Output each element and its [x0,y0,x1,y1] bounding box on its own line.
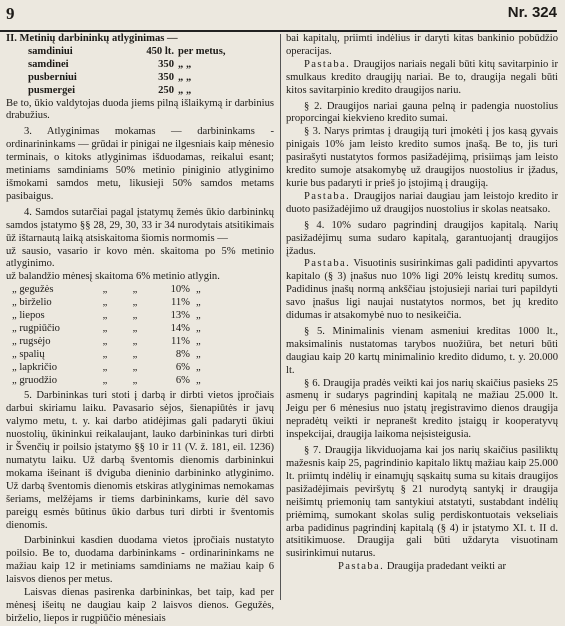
note-tail [286,561,558,574]
section-5: § 5. Minimalinis vienam asmeniui kreditas 1000 lt., maksimalinis nustatomas tarybos nuožiūra, bet neturi būti daugiau kaip 20 kartų minimalinio kredito didumo, t. y. 20.000 lt. [286,325,558,376]
left-column [6,33,274,626]
ditto-mark: „ [132,284,138,296]
wage-row [6,72,274,85]
note-text: Draugija pradedant veikti ar [386,561,506,573]
ditto-mark: „ [102,374,108,386]
month-row [6,284,274,297]
month-percent: 8% [175,348,190,360]
issue-number: Nr. 324 [507,4,557,21]
yearly-wage-table [6,46,274,98]
month-percent: 6% [175,361,190,373]
note-text: Draugijos nariai daugiau jam leistojo kredito ir duoto pasižadėjimo už draugijos nuostolius ir skolas neatsako. [286,190,558,215]
ditto-mark: „ [102,310,108,322]
month-label: „ gruodžio [12,374,58,386]
ditto-mark: „ [132,297,138,309]
note-label: Pastaba. [304,258,351,270]
wage-label: pusmergei [28,84,76,96]
month-row [6,336,274,349]
section-6: § 6. Draugija pradės veikti kai jos narių skaičius pasieks 25 asmenų ir sudarys pagrindinį kapitalą ne mažiau 25.000 lt. Jeigu per 6 mėnesius nuo įstatų įregistravimo dienos draugija nepradėtų veikti ir nepranešt kredito įstaigų ir kooperatyvų inspekcijai, draugija laikoma neįsisteigusia. [286,377,558,441]
month-row [6,323,274,336]
section-2: § 2. Draugijos nariai gauna pelną ir padengia nuostolius proporcingai kiekvieno kredito sumai. [286,100,558,125]
month-label: „ gegužės [12,284,54,296]
note-1 [286,59,558,98]
paragraph-4: 4. Samdos sutarčiai pagal įstatymų žemės ūkio darbininkų samdos įstatymo §§ 28, 29, 30, 33 ir 34 nurodytais atsitikimais ūž ištarnautą laiką atsiskaitoma šiomis normomis — [6,206,274,244]
ditto-mark: „ [132,361,138,373]
header-rule [0,30,557,32]
ditto-mark: „ [132,335,138,347]
month-label: „ spalių [12,348,45,360]
section-7: § 7. Draugija likviduojama kai jos narių skaičius pasiliktų mažesnis kaip 25, pagrindinio kapitalo liktų mažiau kaip 25.000 lt. priimtų indėlių ir einamųjų sąskaitų suma su kitais draugijos pasižadėjimais peviršytų § 21 nurodytą santykį ir draugija neišimtų priemonių tam santykiui atstatyti, sustabdant indėlių priėmimą, sumokant skolas sulig perdiskontuotais vekseliais arba padidinus pagrindinį kapitalą (§ 4) ir įstatymo XI. t. II d. atsitikimuose. Draugija gali būti uždaryta visuotinam susirinkimui nutarus. [286,445,558,560]
month-percent: 10% [170,284,190,296]
wage-label: pusberniui [28,71,77,83]
ditto-mark: „ [196,348,201,360]
ditto-mark: „ [132,322,138,334]
month-row [6,297,274,310]
month-label: „ birželio [12,297,52,309]
ditto-mark: „ [196,284,201,296]
section-4: § 4. 10% sudaro pagrindinį draugijos kapitalą. Narių pasižadėjimų suma sudaro kapitalą, garantuojantį draugijos įžadus. [286,219,558,257]
month-percent: 14% [170,322,190,334]
paragraph-4-line-b: už balandžio mėnesį skaitoma 6% metinio atlygin. [6,271,220,283]
note-label: Pastaba. [337,561,385,573]
wage-row [6,46,274,59]
ditto-mark: „ [196,322,201,334]
ditto-mark: „ [102,322,108,334]
wage-row [6,85,274,98]
ditto-mark: „ [132,310,138,322]
wage-label: samdinei [28,58,69,70]
page-number: 9 [6,4,15,23]
ditto-mark: „ [102,335,108,347]
note-label: Pastaba. [304,190,351,202]
month-label: „ rugpiūčio [12,322,60,334]
ditto-mark: „ [102,361,108,373]
month-row [6,375,274,388]
note-text: Draugijos nariais negali būti kitų savitarpinio ir smulkaus kredito draugijų nariai. Be to, draugija negali būti kitos savitarpinio kredito draugijos nariu. [286,58,558,96]
month-percent: 11% [170,297,190,309]
month-row [6,310,274,323]
paragraph-5: 5. Darbininkas turi stoti į darbą ir dirbti vietos įpročiais darbui skiriamu laiku. Pavasario sėjos, šienapiūtės ir javų valymo metu, t. y. kai darbo atidėjimas gali padaryti ūkiui nuostolių, ūkininkui reikalaujant, lauko darbininkas turi dirbti ir Švenčių ir poilsio įstatymo §§ 10 ir 11 (V. ž. 181, eil. 1236) numatytu laiku. Už darbą šventomis dienomis darbininkui mokama išeinant iš dviguba dieninio darbininko atlyginimo. Už darbą šventomis dienomis etskiras atlyginimas nemokamas šeriams, melžėjams ir tiems darbininkams, kurie dėl savo pareigų esmės būtinus ūkio darbus turi dirbti ir šventomis dienomis. [6,390,274,531]
wage-unit: „ „ [178,84,192,96]
month-percent: 6% [175,374,190,386]
ditto-mark: „ [196,310,201,322]
monthly-percent-table [6,284,274,387]
note-2 [286,191,558,217]
section-heading-ii: II. Metinių darbininkų atlyginimas — [6,33,178,44]
ditto-mark: „ [196,374,201,386]
note-3 [286,258,558,323]
paragraph-7: Laisvas dienas pasirenka darbininkas, bet taip, kad per mėnesį išeitų ne daugiau kaip 2 laisvos dienos. Gegužės, birželio, liepos ir rugpiūčio mėnesiais [6,587,274,624]
ditto-mark: „ [102,348,108,360]
ditto-mark: „ [132,348,138,360]
month-label: „ lapkričio [12,361,58,373]
ditto-mark: „ [196,361,201,373]
page-header [6,4,557,26]
wage-unit: „ „ [178,58,192,70]
continued-paragraph: bai kapitalų, priimti indėlius ir daryti kitas bankinio pobūdžio operacijas. [286,33,558,57]
paragraph-4-line-a: už sausio, vasario ir kovo mėn. skaitoma po 5% metinio atlyginimo. [6,245,274,270]
wage-label: samdiniui [28,45,73,57]
right-column [286,33,558,574]
month-percent: 13% [170,310,190,322]
note-label: Pastaba. [304,58,351,70]
ditto-mark: „ [196,297,201,309]
wage-unit: per metus, [178,45,226,57]
wage-row [6,59,274,72]
month-label: „ liepos [12,310,45,322]
month-percent: 11% [170,335,190,347]
ditto-mark: „ [196,335,201,347]
note-text: Visuotinis susirinkimas gali padidinti apyvartos kapitalo (§ 3) įnašus nuo 10% ligi 20% leistų kreditų sumos. Padidinus įnašų normą ankščiau įstojusieji nariai turi papildyti savo įnašus ligi naujai nustatytos normos, bet jų kredito didumas ir atsakomybė nuo to nesikeičia. [286,258,558,322]
month-row [6,362,274,375]
ditto-mark: „ [102,284,108,296]
wage-unit: „ „ [178,71,192,83]
wage-value: 450 lt. [146,45,174,57]
wage-value: 250 [158,84,174,96]
column-divider [280,34,281,600]
wage-value: 350 [158,58,174,70]
wage-value: 350 [158,71,174,83]
ditto-mark: „ [132,374,138,386]
wage-note: Be to, ūkio valdytojas duoda jiems pilną išlaikymą ir darbinius drabužius. [6,97,274,122]
section-3: § 3. Narys primtas į draugiją turi įmokėti į jos kasą gyvais pinigais 10% jam leisto kredito sumos įnašą. Be to, jis turi pasirašyti nustatytos formos pasižadėjimą, prisiimąs jam leisto kredito sumoje atsakomybę už draugijos nuostolius ir įžadus, kurie bus padaryti ir prieš jo įstojimą į draugiją. [286,126,558,189]
paragraph-6: Darbininkui kasdien duodama vietos įpročiais nustatyto poilsio. Be to, duodama darbininkams - ordinarininkams ne mažiau kaip 12 ir metiniams samdiniams ne mažiau kaip 6 laisvos dienos per metus. [6,535,274,586]
paragraph-3: 3. Atlyginimas mokamas — darbininkams - ordinarininkams — grūdai ir pinigai ne ilgesniais kaip mėnesio terminais, o kitoks atlyginimas išduodamas, reikalui esant; metiniams samdiniams 50% metinio piniginio atlyginimo išmokami samdos metu, likusieji 50% samdos metams pasibaigus. [6,126,274,202]
month-label: „ rugsėjo [12,335,51,347]
month-row [6,349,274,362]
ditto-mark: „ [102,297,108,309]
